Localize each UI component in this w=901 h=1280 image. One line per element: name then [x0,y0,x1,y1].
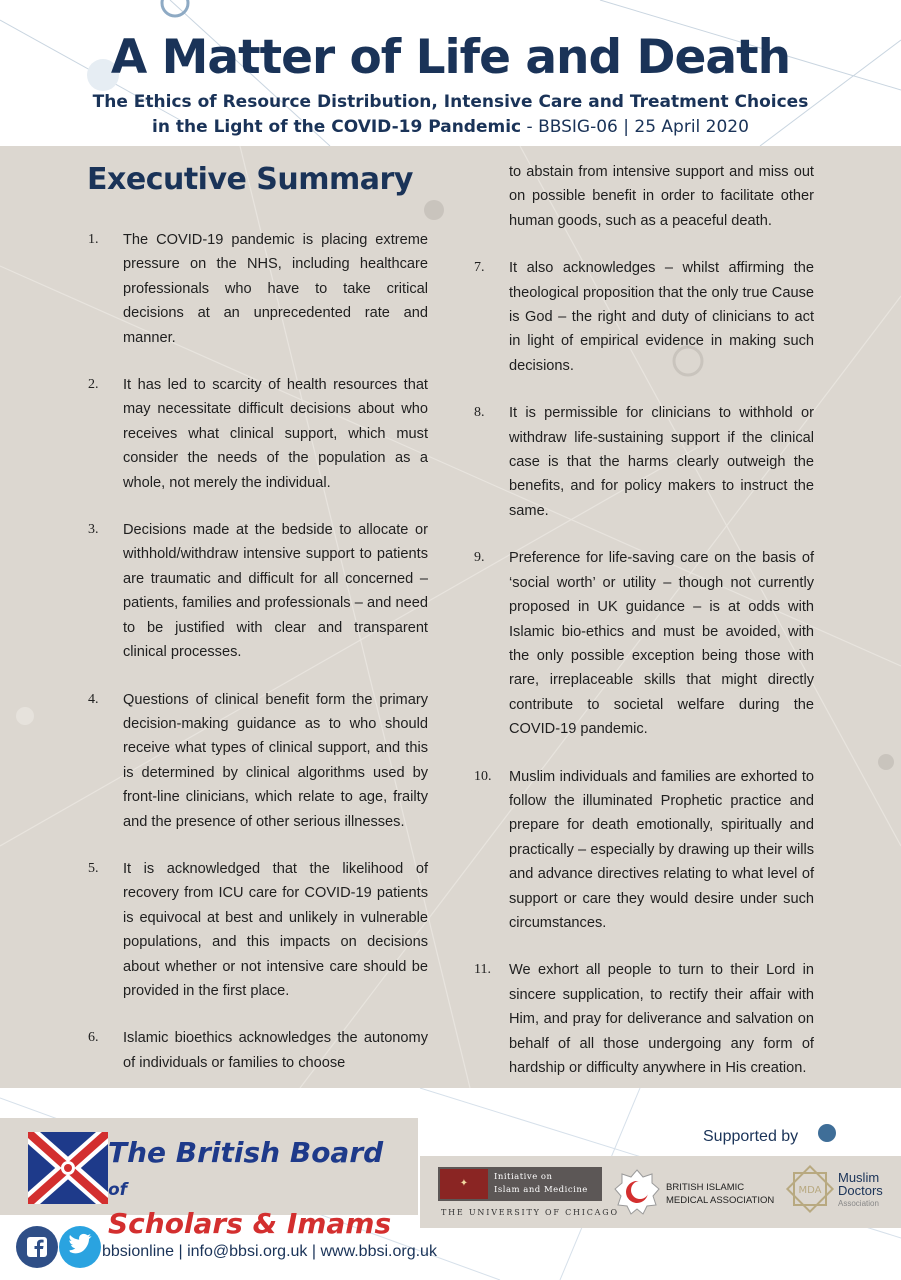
summary-item [474,546,814,741]
item-text: Decisions made at the bedside to allocate or withhold/withdraw intensive support to patients are traumatic and difficult for all concerned – patients, families and professionals – and need to be justified with clear and transparent clinical processes. [123,522,428,661]
summary-item [88,373,428,495]
iim-emblem-icon: ✦ [440,1169,488,1199]
twitter-icon[interactable] [59,1226,101,1268]
page-title: A Matter of Life and Death [110,30,791,85]
summary-item [474,401,814,523]
summary-item-continuation: to abstain from intensive support and miss out on possible benefit in order to facilitate other human goods, such as a peaceful death. [509,164,814,229]
mda-name-line-2: Doctors [838,1183,883,1198]
item-text: We exhort all people to turn to their Lord in sincere supplication, to rectify their affair with Him, and pray for deliverance and salvation on behalf of all those undergoing any form of hardship or difficulty anywhere in His creation. [509,962,814,1076]
iim-name-line-2: Islam and Medicine [494,1185,588,1195]
node-dot [16,707,34,725]
bbsi-name-line-1: The British Board [108,1136,384,1169]
union-flag-icon [28,1132,108,1204]
item-number: 10. [474,768,492,784]
bbsi-name-of: of [108,1180,128,1200]
mda-name-line-3: Association [838,1199,879,1208]
item-number: 11. [474,962,491,978]
summary-item [474,256,814,378]
uchicago-text: THE UNIVERSITY OF CHICAGO [441,1208,619,1217]
mda-initials: MDA [798,1185,822,1196]
supported-by-label: Supported by [703,1128,799,1145]
mda-star-icon [785,1164,835,1214]
iim-logo [438,1167,602,1201]
decorative-dot [818,1124,836,1142]
subtitle-line-1: The Ethics of Resource Distribution, Intensive Care and Treatment Choices [92,92,809,112]
item-number: 6. [88,1030,99,1046]
item-number: 3. [88,522,99,538]
item-text: The COVID-19 pandemic is placing extreme pressure on the NHS, including healthcare professionals who have to take critical decisions at an unprecedented rate and manner. [123,232,428,346]
contact-line: bbsionline | info@bbsi.org.uk | www.bbsi.org.uk [102,1243,437,1260]
summary-item [88,228,428,350]
item-text: Muslim individuals and families are exhorted to follow the illuminated Prophetic practice and prepare for death emotionally, spiritually and practically – especially by drawing up their wills and advance directives relating to what level of support or care they would desire under such circumstances. [509,768,814,931]
item-number: 8. [474,405,485,421]
page-subtitle [0,90,901,140]
item-number: 1. [88,232,99,247]
bbsi-name-line-2: Scholars & Imams [108,1207,392,1240]
item-number: 5. [88,860,99,876]
bbsi-logo-text [108,1136,408,1240]
item-text: It is acknowledged that the likelihood of recovery from ICU care for COVID-19 patients is equivocal at best and unlikely in vulnerable populations, and this impacts on decisions about whether or not intensive care should be provided in the first place. [123,860,428,999]
summary-column-left [88,228,428,1098]
item-text: It also acknowledges – whilst affirming the theological proposition that the only true Cause is God – the right and duty of clinicians to act in light of empirical evidence in making such decisions. [509,260,814,374]
summary-item [88,518,428,664]
bima-crescent-icon [614,1169,660,1215]
header [0,0,901,146]
node-circle [162,0,188,16]
summary-column-right [474,160,814,1103]
item-text: Islamic bioethics acknowledges the autonomy of individuals or families to choose [123,1030,428,1071]
iim-name-line-1: Initiative on [494,1172,553,1182]
item-text: Questions of clinical benefit form the primary decision-making guidance as to who should receive what types of clinical support, and this is determined by clinical algorithms used by front-line clinicians, which relate to age, frailty and the presence of other serious illnesses. [123,691,428,830]
social-icons [14,1224,104,1270]
bima-name-line-2: MEDICAL ASSOCIATION [666,1195,775,1206]
facebook-icon[interactable] [16,1226,58,1268]
mda-name-line-1: Muslim [838,1170,880,1185]
summary-item [88,857,428,1003]
item-number: 9. [474,550,485,566]
bima-name-line-1: BRITISH ISLAMIC [666,1182,745,1193]
summary-item [88,688,428,834]
item-text: It is permissible for clinicians to withhold or withdraw life-sustaining support if the clinical case is that the harms clearly outweigh the benefits, and for policy makers to instruct the same. [509,405,814,519]
item-text: It has led to scarcity of health resources that may necessitate difficult decisions about who receives what clinical support, which must consider the needs of the population as a whole, not merely the individual. [123,377,428,491]
item-number: 4. [88,691,99,707]
summary-item [88,1026,428,1075]
node-dot [424,200,444,220]
summary-item [474,958,814,1080]
subtitle-meta: - BBSIG-06 | 25 April 2020 [521,117,749,137]
item-number: 2. [88,377,99,393]
subtitle-line-2: in the Light of the COVID-19 Pandemic [152,117,522,137]
section-heading: Executive Summary [87,162,413,197]
item-text: Preference for life-saving care on the basis of ‘social worth’ or utility – though not currently proposed in UK guidance – is at odds with Islamic bio-ethics and must be avoided, with the only possible exception being those with rare, irreplaceable skills that might directly contribute to societal welfare during the COVID-19 pandemic. [509,550,814,738]
summary-item [474,765,814,936]
item-number: 7. [474,260,485,276]
mda-text [838,1171,883,1210]
bima-text [666,1181,774,1207]
node-dot [878,754,894,770]
